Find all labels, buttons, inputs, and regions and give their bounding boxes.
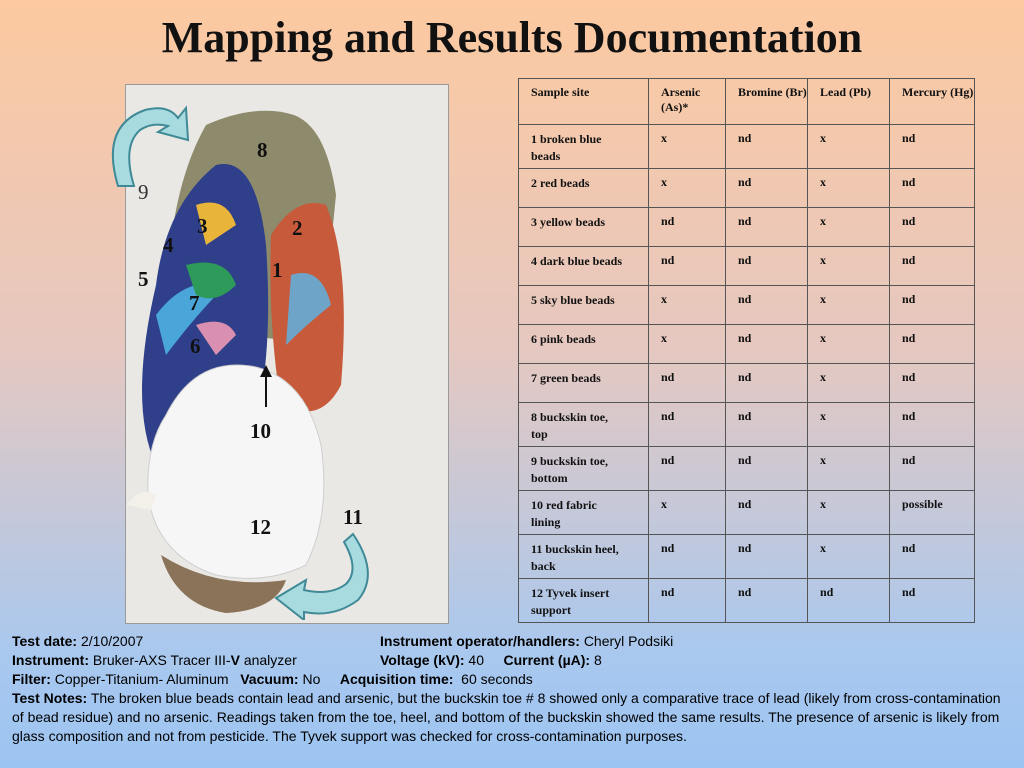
cell-bromine: nd [726,364,808,403]
acquisition-value: 60 seconds [461,671,533,687]
test-date-value: 2/10/2007 [80,633,144,649]
current-label: Current (µA): [503,652,591,668]
cell-arsenic: nd [649,535,726,579]
curved-arrow-top-icon [100,96,200,196]
cell-mercury: nd [890,208,975,247]
cell-lead: x [808,169,890,208]
cell-sample-site: 7 green beads [519,364,649,403]
cell-arsenic: nd [649,364,726,403]
cell-sample-site: 5 sky blue beads [519,286,649,325]
notes-text: The broken blue beads contain lead and arsenic, but the buckskin toe # 8 showed only a comparative trace of lead (likely from cross-contamination of bead residue) and no arsenic. Readings taken from the toe, heel, and bottom of the buckskin showed the same results. The presence of arsenic is likely from glass composition and not from pesticide. The Tyvek support was checked for cross-contamination purposes. [12,690,1001,744]
cell-sample-site: 6 pink beads [519,325,649,364]
cell-mercury: nd [890,364,975,403]
cell-sample-site: 8 buckskin toe, top [519,403,649,447]
cell-mercury: nd [890,403,975,447]
table-row [519,125,975,169]
cell-sample-site: 9 buckskin toe, bottom [519,447,649,491]
page-title: Mapping and Results Documentation [161,13,863,62]
cell-mercury: nd [890,125,975,169]
label-2: 2 [292,216,303,240]
cell-bromine: nd [726,579,808,623]
label-6: 6 [190,334,201,358]
results-table [518,78,975,623]
cell-lead: x [808,447,890,491]
header-sample-site: Sample site [519,79,649,125]
cell-bromine: nd [726,247,808,286]
voltage-label: Voltage (kV): [380,652,465,668]
cell-lead: x [808,286,890,325]
cell-sample-site: 2 red beads [519,169,649,208]
label-10: 10 [250,419,271,443]
cell-sample-site: 12 Tyvek insert support [519,579,649,623]
cell-bromine: nd [726,403,808,447]
cell-lead: nd [808,579,890,623]
table-header-row [519,79,975,125]
instrument-label: Instrument: [12,652,89,668]
label-5: 5 [138,267,149,291]
header-bromine: Bromine (Br) [726,79,808,125]
cell-lead: x [808,325,890,364]
header-arsenic: Arsenic (As)* [649,79,726,125]
voltage-value: 40 [468,652,484,668]
cell-bromine: nd [726,535,808,579]
cell-arsenic: x [649,491,726,535]
cell-lead: x [808,364,890,403]
cell-arsenic: x [649,325,726,364]
info-row-1 [12,632,1012,651]
cell-lead: x [808,208,890,247]
label-4: 4 [163,233,174,257]
cell-sample-site: 11 buckskin heel, back [519,535,649,579]
filter-label: Filter: [12,671,51,687]
table-row [519,325,975,364]
label-8: 8 [257,138,268,162]
test-date-label: Test date: [12,633,78,649]
table-row [519,535,975,579]
cell-mercury: nd [890,169,975,208]
notes-label: Test Notes: [12,690,88,706]
ties [126,492,156,510]
test-notes [12,689,1012,746]
cell-lead: x [808,247,890,286]
cell-sample-site: 3 yellow beads [519,208,649,247]
vacuum-value: No [302,671,321,687]
label-9: 9 [138,180,149,204]
cell-bromine: nd [726,169,808,208]
cell-mercury: possible [890,491,975,535]
cell-arsenic: nd [649,247,726,286]
cell-sample-site: 1 broken blue beads [519,125,649,169]
table-row [519,447,975,491]
header-lead: Lead (Pb) [808,79,890,125]
cell-sample-site: 4 dark blue beads [519,247,649,286]
cell-arsenic: nd [649,579,726,623]
operator-value: Cheryl Podsiki [583,633,674,649]
cell-bromine: nd [726,447,808,491]
table-row [519,364,975,403]
cell-arsenic: nd [649,208,726,247]
info-row-3 [12,670,1012,689]
label-11: 11 [343,505,363,529]
cell-sample-site: 10 red fabric lining [519,491,649,535]
cell-arsenic: x [649,286,726,325]
cell-mercury: nd [890,247,975,286]
label-12: 12 [250,515,271,539]
cell-lead: x [808,403,890,447]
cell-lead: x [808,491,890,535]
label-7: 7 [189,291,200,315]
cell-bromine: nd [726,125,808,169]
table-row [519,286,975,325]
cell-mercury: nd [890,325,975,364]
header-mercury: Mercury (Hg) [890,79,975,125]
cell-lead: x [808,535,890,579]
cell-arsenic: x [649,125,726,169]
vacuum-label: Vacuum: [240,671,299,687]
cell-arsenic: nd [649,403,726,447]
cell-arsenic: x [649,169,726,208]
table-row [519,403,975,447]
table-row [519,247,975,286]
cell-mercury: nd [890,447,975,491]
cell-mercury: nd [890,535,975,579]
table-row [519,579,975,623]
operator-label: Instrument operator/handlers: [380,633,580,649]
filter-value: Copper-Titanium- Aluminum [54,671,229,687]
instrument-suffix: analyzer [239,652,297,668]
cell-bromine: nd [726,208,808,247]
cell-lead: x [808,125,890,169]
label-1: 1 [272,258,283,282]
info-row-2 [12,651,1012,670]
curved-arrow-bottom-icon [268,528,388,620]
table-row [519,208,975,247]
instrument-prefix: Bruker-AXS Tracer III- [92,652,231,668]
cell-bromine: nd [726,325,808,364]
table-row [519,491,975,535]
instrument-v: V [230,652,240,668]
cell-mercury: nd [890,579,975,623]
test-info [12,632,1012,746]
acquisition-label: Acquisition time: [339,671,454,687]
label-3: 3 [197,214,208,238]
cell-bromine: nd [726,491,808,535]
table-row [519,169,975,208]
cell-bromine: nd [726,286,808,325]
cell-mercury: nd [890,286,975,325]
cell-arsenic: nd [649,447,726,491]
current-value: 8 [593,652,602,668]
